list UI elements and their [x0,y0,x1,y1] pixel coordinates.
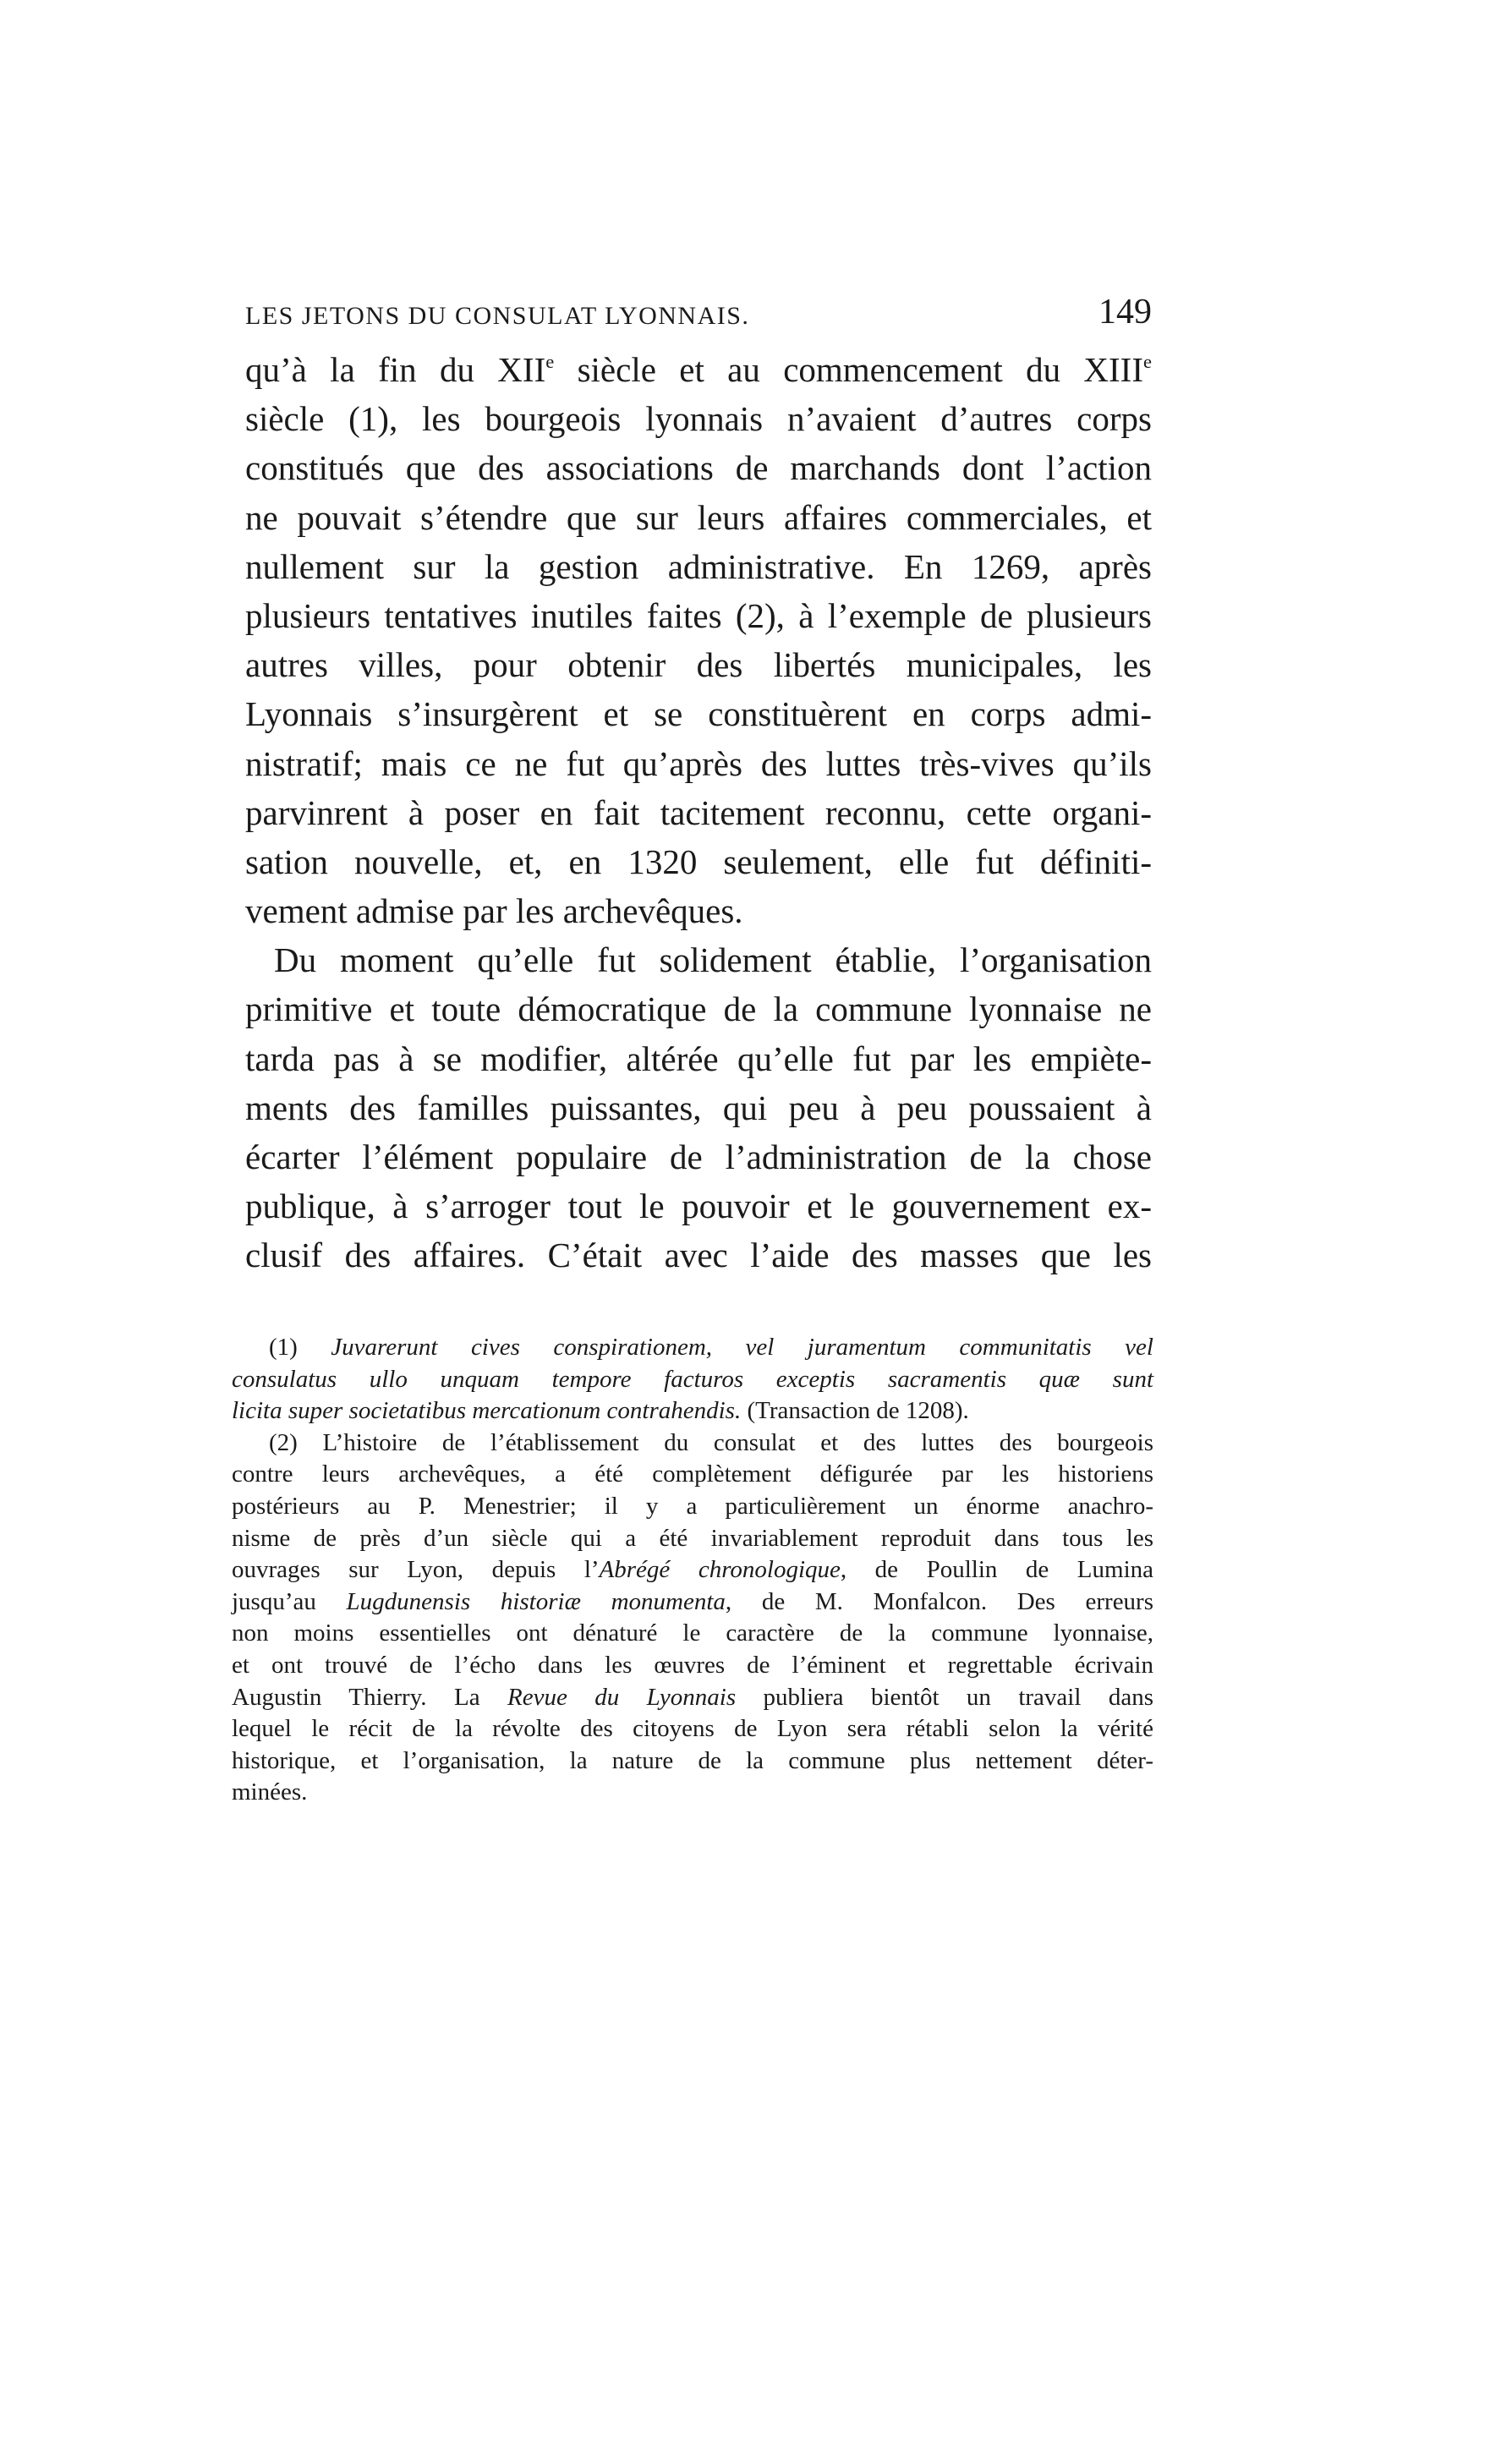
footnote-line: consulatus ullo unquam tempore facturos exceptis sacramentis quæ sunt [232,1365,1153,1393]
text-line: ne pouvait s’étendre que sur leurs affaires commerciales, et [245,497,1152,537]
text-line: clusif des affaires. C’était avec l’aide des masses que les [245,1236,1152,1275]
running-header [245,292,1152,342]
page-number: 149 [1098,293,1152,332]
text-line: nullement sur la gestion administrative. En 1269, après [245,546,1152,586]
text-line: primitive et toute démocratique de la commune lyonnaise ne [245,989,1152,1029]
text-line: écarter l’élément populaire de l’administration de la chose [245,1137,1152,1176]
footnote-line: minées. [232,1778,308,1806]
footnote-line: et ont trouvé de l’écho dans les œuvres de l’éminent et regrettable écrivain [232,1651,1153,1679]
footnote-line: lequel le récit de la révolte des citoyens de Lyon sera rétabli selon la vérité [232,1715,1153,1743]
main-text [245,345,1152,1280]
footnote-line: non moins essentielles ont dénaturé le caractère de la commune lyonnaise, [232,1619,1153,1647]
text-line: tarda pas à se modifier, altérée qu’elle fut par les empiète- [245,1038,1152,1078]
text-line: qu’à la fin du XIIe siècle et au commencement du XIIIe [245,350,1152,389]
text-line: ments des familles puissantes, qui peu à peu poussaient à [245,1088,1152,1127]
footnotes [232,1332,1153,1809]
footnote-line: postérieurs au P. Menestrier; il y a particulièrement un énorme anachro- [232,1492,1153,1520]
text-line: Lyonnais s’insurgèrent et se constituèrent en corps admi- [245,694,1152,734]
footnote-1: (1) Juvarerunt cives conspirationem, vel juramentum communitatis vel [269,1334,1153,1361]
footnote-line: ouvrages sur Lyon, depuis l’Abrégé chronologique, de Poullin de Lumina [232,1556,1154,1584]
text-line: sation nouvelle, et, en 1320 seulement, elle fut définiti- [245,841,1152,881]
text-line: autres villes, pour obtenir des libertés municipales, les [245,645,1152,685]
footnote-line: licita super societatibus mercationum contrahendis. (Transaction de 1208). [232,1397,969,1425]
text-line: constitués que des associations de marchands dont l’action [245,448,1152,488]
footnote-line: historique, et l’organisation, la nature de la commune plus nettement déter- [232,1746,1153,1774]
footnote-2: (2) L’histoire de l’établissement du consulat et des luttes des bourgeois [269,1428,1153,1456]
text-line: publique, à s’arroger tout le pouvoir et le gouvernement ex- [245,1186,1152,1226]
text-line: parvinrent à poser en fait tacitement reconnu, cette organi- [245,792,1152,832]
text-line: plusieurs tentatives inutiles faites (2), à l’exemple de plusieurs [245,595,1152,635]
text-line: nistratif; mais ce ne fut qu’après des luttes très-vives qu’ils [245,743,1152,783]
text-line: vement admise par les archevêques. [245,891,743,931]
footnote-line: contre leurs archevêques, a été complètement défigurée par les historiens [232,1460,1153,1488]
footnote-line: jusqu’au Lugdunensis historiæ monumenta, de M. Monfalcon. Des erreurs [232,1587,1154,1615]
text-line: siècle (1), les bourgeois lyonnais n’avaient d’autres corps [245,399,1152,439]
text-line: Du moment qu’elle fut solidement établie, l’organisation [274,940,1152,980]
footnote-line: Augustin Thierry. La Revue du Lyonnais publiera bientôt un travail dans [232,1683,1153,1711]
running-title: LES JETONS DU CONSULAT LYONNAIS. [245,302,750,330]
footnote-line: nisme de près d’un siècle qui a été invariablement reproduit dans tous les [232,1524,1153,1552]
